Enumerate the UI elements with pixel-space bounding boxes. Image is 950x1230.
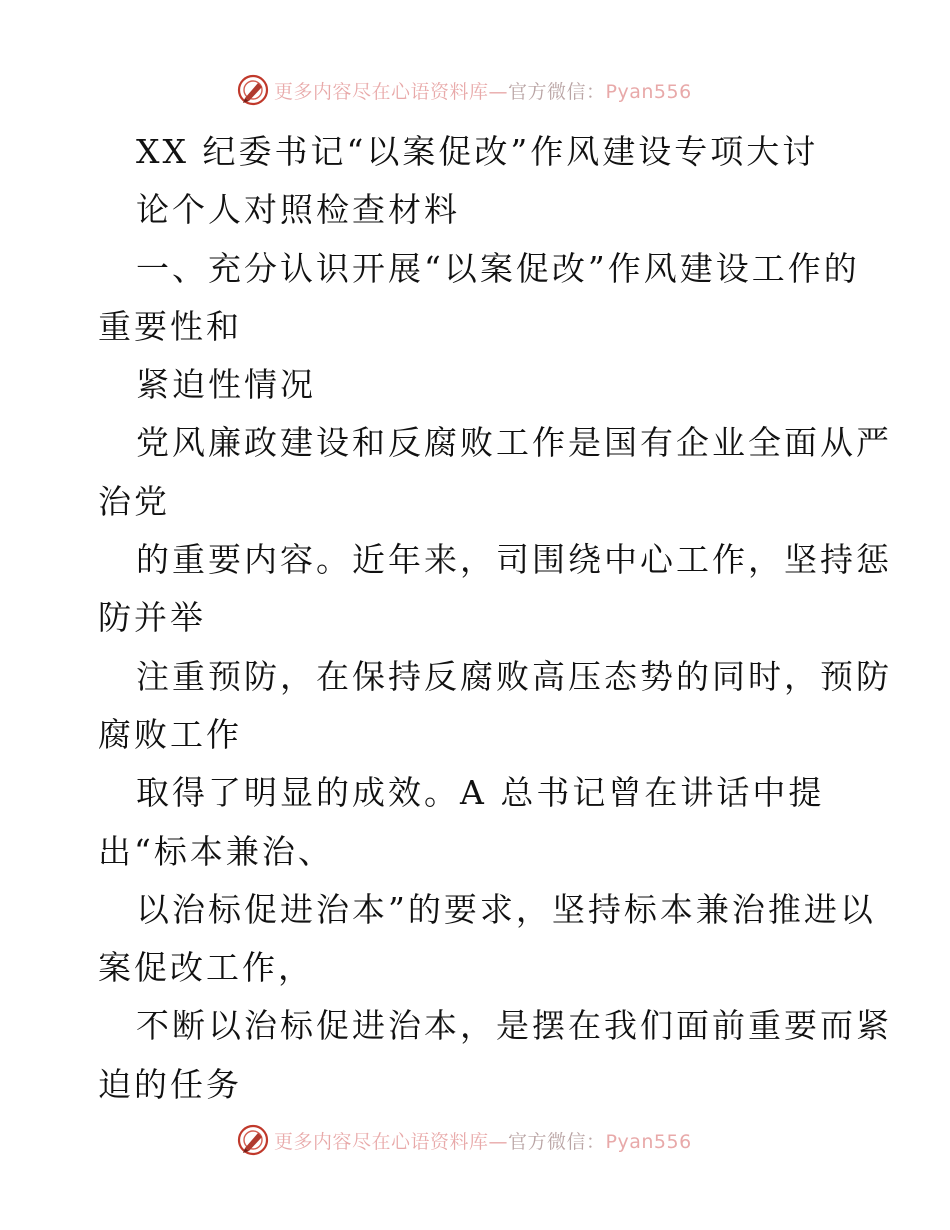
document-body [98, 123, 892, 1114]
section-heading-line-2: 重要性和 [98, 306, 242, 346]
watermark-banner-top [236, 72, 756, 108]
paragraph-line: 案促改工作， [98, 948, 314, 988]
watermark-text [274, 1127, 692, 1154]
paragraph-line: 取得了明显的成效。A 总书记曾在讲话中提 [136, 773, 825, 813]
paragraph-line: 不断以治标促进治本，是摆在我们面前重要而紧 [136, 1006, 892, 1046]
pen-logo-icon [236, 73, 270, 107]
pen-logo-icon [236, 1123, 270, 1157]
title-line-1: XX 纪委书记“以案促改”作风建设专项大讨 [136, 132, 819, 171]
paragraph-line: 出“标本兼治、 [98, 831, 334, 871]
paragraph-line: 注重预防，在保持反腐败高压态势的同时，预防 [136, 656, 892, 696]
watermark-separator: — [488, 1130, 509, 1153]
watermark-banner-bottom [236, 1122, 756, 1158]
paragraph-line: 治党 [98, 481, 170, 521]
watermark-wechat-id: Pyan556 [605, 80, 692, 103]
watermark-wechat-id: Pyan556 [605, 1130, 692, 1153]
paragraph-line: 党风廉政建设和反腐败工作是国有企业全面从严 [136, 423, 892, 463]
watermark-wechat-label: 官方微信： [508, 1130, 606, 1153]
watermark-text [274, 77, 692, 104]
watermark-separator: — [488, 80, 509, 103]
title-line-2: 论个人对照检查材料 [136, 190, 460, 230]
watermark-site: 更多内容尽在心语资料库 [274, 80, 489, 103]
watermark-wechat-label: 官方微信： [508, 80, 606, 103]
paragraph-line: 迫的任务 [98, 1064, 242, 1104]
watermark-site: 更多内容尽在心语资料库 [274, 1130, 489, 1153]
paragraph-line: 以治标促进治本”的要求，坚持标本兼治推进以 [136, 889, 876, 929]
paragraph-line: 腐败工作 [98, 714, 242, 754]
paragraph-line: 的重要内容。近年来，司围绕中心工作，坚持惩 [136, 540, 892, 580]
section-heading-line-1: 一、充分认识开展“以案促改”作风建设工作的 [136, 248, 860, 288]
section-heading-line-3: 紧迫性情况 [136, 365, 316, 405]
paragraph-line: 防并举 [98, 598, 206, 638]
